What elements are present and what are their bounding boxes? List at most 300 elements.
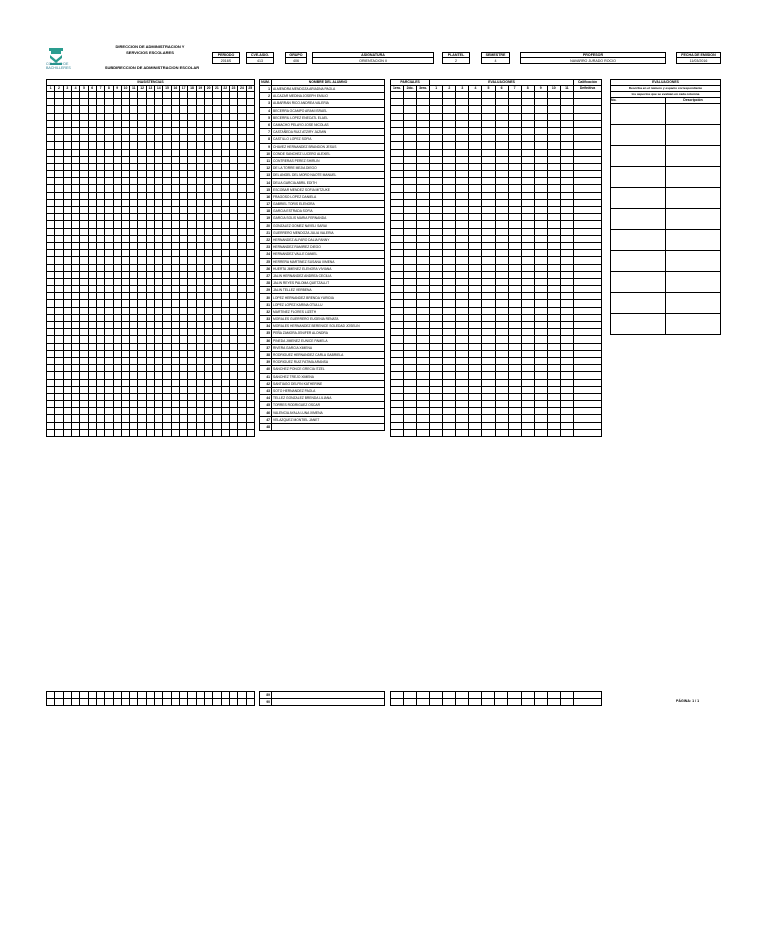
evaluacion-cell[interactable] (443, 329, 456, 336)
attendance-cell[interactable] (221, 156, 229, 163)
attendance-cell[interactable] (171, 99, 179, 106)
attendance-cell[interactable] (246, 692, 255, 699)
evaluacion-cell[interactable] (456, 185, 469, 192)
evaluacion-cell[interactable] (521, 386, 534, 393)
evaluacion-cell[interactable] (560, 221, 573, 228)
evaluacion-cell[interactable] (469, 99, 482, 106)
evaluacion-cell[interactable] (547, 314, 560, 321)
attendance-cell[interactable] (238, 357, 246, 364)
attendance-cell[interactable] (221, 235, 229, 242)
attendance-cell[interactable] (180, 171, 188, 178)
attendance-cell[interactable] (204, 178, 212, 185)
attendance-cell[interactable] (238, 379, 246, 386)
attendance-cell[interactable] (47, 142, 55, 149)
attendance-cell[interactable] (163, 163, 171, 170)
attendance-cell[interactable] (80, 250, 88, 257)
evaluacion-cell[interactable] (508, 214, 521, 221)
calificacion-cell[interactable] (574, 300, 602, 307)
attendance-cell[interactable] (47, 199, 55, 206)
evaluacion-cell[interactable] (521, 214, 534, 221)
attendance-cell[interactable] (204, 264, 212, 271)
evaluacion-cell[interactable] (495, 336, 508, 343)
attendance-cell[interactable] (246, 257, 255, 264)
evaluacion-cell[interactable] (469, 271, 482, 278)
attendance-cell[interactable] (213, 142, 221, 149)
attendance-cell[interactable] (96, 178, 104, 185)
attendance-cell[interactable] (146, 429, 154, 436)
evaluacion-cell[interactable] (547, 357, 560, 364)
attendance-cell[interactable] (246, 401, 255, 408)
attendance-cell[interactable] (55, 127, 63, 134)
attendance-cell[interactable] (238, 293, 246, 300)
attendance-cell[interactable] (88, 142, 96, 149)
evaluacion-cell[interactable] (495, 142, 508, 149)
attendance-cell[interactable] (155, 293, 163, 300)
attendance-cell[interactable] (196, 293, 204, 300)
attendance-cell[interactable] (171, 271, 179, 278)
parcial-cell[interactable] (404, 221, 417, 228)
parcial-cell[interactable] (417, 250, 430, 257)
evaluacion-cell[interactable] (482, 329, 495, 336)
attendance-cell[interactable] (188, 171, 196, 178)
evaluacion-cell[interactable] (482, 415, 495, 422)
calificacion-cell[interactable] (574, 343, 602, 350)
attendance-cell[interactable] (47, 293, 55, 300)
evaluacion-cell[interactable] (508, 422, 521, 429)
attendance-cell[interactable] (180, 235, 188, 242)
evaluacion-cell[interactable] (495, 350, 508, 357)
evaluacion-cell[interactable] (560, 314, 573, 321)
attendance-cell[interactable] (204, 92, 212, 99)
attendance-cell[interactable] (105, 199, 113, 206)
evaluacion-cell[interactable] (547, 120, 560, 127)
attendance-cell[interactable] (204, 257, 212, 264)
attendance-cell[interactable] (130, 429, 138, 436)
evaluacion-cell[interactable] (534, 199, 547, 206)
evaluacion-cell[interactable] (430, 365, 443, 372)
attendance-cell[interactable] (163, 300, 171, 307)
attendance-cell[interactable] (80, 300, 88, 307)
parcial-cell[interactable] (417, 264, 430, 271)
attendance-cell[interactable] (171, 307, 179, 314)
attendance-cell[interactable] (47, 286, 55, 293)
attendance-cell[interactable] (171, 422, 179, 429)
parcial-cell[interactable] (404, 343, 417, 350)
parcial-cell[interactable] (391, 379, 404, 386)
attendance-cell[interactable] (229, 221, 237, 228)
attendance-cell[interactable] (121, 692, 129, 699)
attendance-cell[interactable] (105, 314, 113, 321)
attendance-cell[interactable] (88, 264, 96, 271)
evaluacion-cell[interactable] (495, 372, 508, 379)
parcial-cell[interactable] (391, 293, 404, 300)
evaluacion-cell[interactable] (534, 692, 547, 699)
attendance-cell[interactable] (188, 228, 196, 235)
attendance-cell[interactable] (221, 106, 229, 113)
attendance-cell[interactable] (180, 142, 188, 149)
attendance-cell[interactable] (80, 408, 88, 415)
attendance-cell[interactable] (213, 99, 221, 106)
attendance-cell[interactable] (88, 242, 96, 249)
evaluacion-cell[interactable] (456, 99, 469, 106)
parcial-cell[interactable] (404, 92, 417, 99)
evaluacion-cell[interactable] (508, 293, 521, 300)
attendance-cell[interactable] (88, 221, 96, 228)
attendance-cell[interactable] (130, 207, 138, 214)
calificacion-cell[interactable] (574, 379, 602, 386)
attendance-cell[interactable] (138, 199, 146, 206)
attendance-cell[interactable] (55, 314, 63, 321)
desc-text-cell[interactable] (666, 146, 721, 167)
attendance-cell[interactable] (88, 365, 96, 372)
attendance-cell[interactable] (71, 228, 79, 235)
attendance-cell[interactable] (121, 372, 129, 379)
evaluacion-cell[interactable] (560, 379, 573, 386)
desc-number-cell[interactable] (611, 146, 666, 167)
attendance-cell[interactable] (188, 692, 196, 699)
parcial-cell[interactable] (391, 692, 404, 699)
attendance-cell[interactable] (88, 207, 96, 214)
attendance-cell[interactable] (229, 156, 237, 163)
attendance-cell[interactable] (246, 415, 255, 422)
evaluacion-cell[interactable] (430, 120, 443, 127)
parcial-cell[interactable] (404, 156, 417, 163)
parcial-cell[interactable] (404, 142, 417, 149)
attendance-cell[interactable] (163, 692, 171, 699)
attendance-cell[interactable] (121, 322, 129, 329)
evaluacion-cell[interactable] (469, 699, 482, 706)
attendance-cell[interactable] (221, 221, 229, 228)
evaluacion-cell[interactable] (508, 429, 521, 436)
attendance-cell[interactable] (204, 336, 212, 343)
evaluacion-cell[interactable] (534, 286, 547, 293)
attendance-cell[interactable] (171, 379, 179, 386)
attendance-cell[interactable] (213, 699, 221, 706)
attendance-cell[interactable] (88, 163, 96, 170)
attendance-cell[interactable] (113, 257, 121, 264)
attendance-cell[interactable] (121, 401, 129, 408)
attendance-cell[interactable] (138, 228, 146, 235)
evaluacion-cell[interactable] (560, 120, 573, 127)
parcial-cell[interactable] (417, 293, 430, 300)
attendance-cell[interactable] (121, 300, 129, 307)
parcial-cell[interactable] (404, 271, 417, 278)
attendance-cell[interactable] (229, 365, 237, 372)
attendance-cell[interactable] (55, 99, 63, 106)
attendance-cell[interactable] (138, 257, 146, 264)
attendance-cell[interactable] (238, 92, 246, 99)
attendance-cell[interactable] (204, 343, 212, 350)
attendance-cell[interactable] (238, 692, 246, 699)
attendance-cell[interactable] (163, 264, 171, 271)
calificacion-cell[interactable] (574, 171, 602, 178)
attendance-cell[interactable] (163, 322, 171, 329)
attendance-cell[interactable] (213, 379, 221, 386)
attendance-cell[interactable] (138, 293, 146, 300)
evaluacion-cell[interactable] (456, 401, 469, 408)
attendance-cell[interactable] (246, 429, 255, 436)
evaluacion-cell[interactable] (430, 429, 443, 436)
evaluacion-cell[interactable] (560, 692, 573, 699)
evaluacion-cell[interactable] (547, 250, 560, 257)
attendance-cell[interactable] (229, 692, 237, 699)
evaluacion-cell[interactable] (482, 692, 495, 699)
attendance-cell[interactable] (55, 393, 63, 400)
evaluacion-cell[interactable] (521, 235, 534, 242)
attendance-cell[interactable] (47, 228, 55, 235)
attendance-cell[interactable] (229, 207, 237, 214)
attendance-cell[interactable] (204, 271, 212, 278)
attendance-cell[interactable] (96, 300, 104, 307)
evaluacion-cell[interactable] (508, 163, 521, 170)
evaluacion-cell[interactable] (508, 415, 521, 422)
evaluacion-cell[interactable] (482, 99, 495, 106)
attendance-cell[interactable] (105, 365, 113, 372)
attendance-cell[interactable] (71, 156, 79, 163)
attendance-cell[interactable] (204, 379, 212, 386)
attendance-cell[interactable] (130, 372, 138, 379)
evaluacion-cell[interactable] (508, 379, 521, 386)
attendance-cell[interactable] (55, 401, 63, 408)
attendance-cell[interactable] (130, 286, 138, 293)
attendance-cell[interactable] (188, 199, 196, 206)
evaluacion-cell[interactable] (456, 113, 469, 120)
attendance-cell[interactable] (204, 113, 212, 120)
attendance-cell[interactable] (80, 379, 88, 386)
evaluacion-cell[interactable] (430, 192, 443, 199)
attendance-cell[interactable] (63, 293, 71, 300)
attendance-cell[interactable] (96, 365, 104, 372)
attendance-cell[interactable] (204, 692, 212, 699)
attendance-cell[interactable] (163, 372, 171, 379)
parcial-cell[interactable] (417, 699, 430, 706)
evaluacion-cell[interactable] (430, 235, 443, 242)
attendance-cell[interactable] (229, 135, 237, 142)
attendance-cell[interactable] (47, 264, 55, 271)
evaluacion-cell[interactable] (547, 286, 560, 293)
evaluacion-cell[interactable] (560, 257, 573, 264)
attendance-cell[interactable] (171, 429, 179, 436)
attendance-cell[interactable] (121, 192, 129, 199)
attendance-cell[interactable] (188, 185, 196, 192)
attendance-cell[interactable] (88, 127, 96, 134)
attendance-cell[interactable] (229, 429, 237, 436)
attendance-cell[interactable] (138, 156, 146, 163)
evaluacion-cell[interactable] (560, 242, 573, 249)
attendance-cell[interactable] (221, 372, 229, 379)
evaluacion-cell[interactable] (547, 199, 560, 206)
attendance-cell[interactable] (204, 278, 212, 285)
parcial-cell[interactable] (417, 336, 430, 343)
evaluacion-cell[interactable] (508, 322, 521, 329)
parcial-cell[interactable] (417, 142, 430, 149)
evaluacion-cell[interactable] (521, 307, 534, 314)
evaluacion-cell[interactable] (508, 329, 521, 336)
attendance-cell[interactable] (121, 386, 129, 393)
attendance-cell[interactable] (63, 171, 71, 178)
attendance-cell[interactable] (238, 278, 246, 285)
attendance-cell[interactable] (47, 386, 55, 393)
attendance-cell[interactable] (163, 343, 171, 350)
evaluacion-cell[interactable] (560, 92, 573, 99)
evaluacion-cell[interactable] (495, 264, 508, 271)
attendance-cell[interactable] (138, 242, 146, 249)
evaluacion-cell[interactable] (456, 199, 469, 206)
attendance-cell[interactable] (155, 142, 163, 149)
parcial-cell[interactable] (404, 336, 417, 343)
attendance-cell[interactable] (246, 264, 255, 271)
attendance-cell[interactable] (204, 120, 212, 127)
evaluacion-cell[interactable] (482, 314, 495, 321)
desc-number-cell[interactable] (611, 167, 666, 188)
attendance-cell[interactable] (47, 350, 55, 357)
attendance-cell[interactable] (105, 379, 113, 386)
attendance-cell[interactable] (55, 322, 63, 329)
evaluacion-cell[interactable] (508, 185, 521, 192)
attendance-cell[interactable] (204, 322, 212, 329)
evaluacion-cell[interactable] (560, 207, 573, 214)
attendance-cell[interactable] (121, 135, 129, 142)
attendance-cell[interactable] (47, 156, 55, 163)
attendance-cell[interactable] (121, 156, 129, 163)
attendance-cell[interactable] (229, 250, 237, 257)
attendance-cell[interactable] (130, 199, 138, 206)
attendance-cell[interactable] (96, 199, 104, 206)
attendance-cell[interactable] (138, 307, 146, 314)
evaluacion-cell[interactable] (521, 271, 534, 278)
attendance-cell[interactable] (105, 228, 113, 235)
attendance-cell[interactable] (146, 293, 154, 300)
parcial-cell[interactable] (391, 156, 404, 163)
attendance-cell[interactable] (47, 699, 55, 706)
parcial-cell[interactable] (417, 120, 430, 127)
attendance-cell[interactable] (138, 92, 146, 99)
evaluacion-cell[interactable] (495, 365, 508, 372)
attendance-cell[interactable] (96, 135, 104, 142)
evaluacion-cell[interactable] (443, 99, 456, 106)
evaluacion-cell[interactable] (443, 242, 456, 249)
attendance-cell[interactable] (246, 350, 255, 357)
attendance-cell[interactable] (213, 264, 221, 271)
attendance-cell[interactable] (213, 329, 221, 336)
calificacion-cell[interactable] (574, 422, 602, 429)
attendance-cell[interactable] (180, 401, 188, 408)
attendance-cell[interactable] (71, 336, 79, 343)
attendance-cell[interactable] (155, 178, 163, 185)
parcial-cell[interactable] (404, 393, 417, 400)
attendance-cell[interactable] (213, 113, 221, 120)
attendance-cell[interactable] (204, 135, 212, 142)
evaluacion-cell[interactable] (508, 99, 521, 106)
attendance-cell[interactable] (55, 257, 63, 264)
attendance-cell[interactable] (246, 314, 255, 321)
attendance-cell[interactable] (171, 214, 179, 221)
evaluacion-cell[interactable] (508, 372, 521, 379)
attendance-cell[interactable] (146, 235, 154, 242)
attendance-cell[interactable] (55, 142, 63, 149)
attendance-cell[interactable] (96, 113, 104, 120)
evaluacion-cell[interactable] (521, 106, 534, 113)
evaluacion-cell[interactable] (495, 228, 508, 235)
attendance-cell[interactable] (71, 221, 79, 228)
attendance-cell[interactable] (88, 357, 96, 364)
parcial-cell[interactable] (391, 106, 404, 113)
attendance-cell[interactable] (96, 408, 104, 415)
attendance-cell[interactable] (229, 386, 237, 393)
attendance-cell[interactable] (221, 307, 229, 314)
evaluacion-cell[interactable] (508, 278, 521, 285)
attendance-cell[interactable] (163, 192, 171, 199)
attendance-cell[interactable] (96, 278, 104, 285)
calificacion-cell[interactable] (574, 142, 602, 149)
attendance-cell[interactable] (63, 286, 71, 293)
attendance-cell[interactable] (246, 379, 255, 386)
attendance-cell[interactable] (47, 192, 55, 199)
attendance-cell[interactable] (105, 135, 113, 142)
evaluacion-cell[interactable] (521, 163, 534, 170)
attendance-cell[interactable] (213, 692, 221, 699)
parcial-cell[interactable] (404, 329, 417, 336)
attendance-cell[interactable] (196, 92, 204, 99)
evaluacion-cell[interactable] (430, 257, 443, 264)
attendance-cell[interactable] (96, 106, 104, 113)
attendance-cell[interactable] (196, 156, 204, 163)
evaluacion-cell[interactable] (547, 429, 560, 436)
parcial-cell[interactable] (404, 692, 417, 699)
evaluacion-cell[interactable] (456, 149, 469, 156)
evaluacion-cell[interactable] (482, 300, 495, 307)
evaluacion-cell[interactable] (547, 271, 560, 278)
attendance-cell[interactable] (105, 307, 113, 314)
attendance-cell[interactable] (163, 350, 171, 357)
attendance-cell[interactable] (196, 379, 204, 386)
attendance-cell[interactable] (188, 699, 196, 706)
parcial-cell[interactable] (391, 429, 404, 436)
attendance-cell[interactable] (63, 113, 71, 120)
attendance-cell[interactable] (246, 278, 255, 285)
attendance-cell[interactable] (80, 142, 88, 149)
attendance-cell[interactable] (238, 271, 246, 278)
attendance-cell[interactable] (238, 135, 246, 142)
attendance-cell[interactable] (96, 343, 104, 350)
attendance-cell[interactable] (155, 379, 163, 386)
parcial-cell[interactable] (404, 199, 417, 206)
attendance-cell[interactable] (121, 250, 129, 257)
attendance-cell[interactable] (71, 329, 79, 336)
attendance-cell[interactable] (229, 307, 237, 314)
evaluacion-cell[interactable] (469, 293, 482, 300)
evaluacion-cell[interactable] (456, 242, 469, 249)
attendance-cell[interactable] (238, 429, 246, 436)
evaluacion-cell[interactable] (560, 393, 573, 400)
evaluacion-cell[interactable] (534, 365, 547, 372)
attendance-cell[interactable] (63, 192, 71, 199)
attendance-cell[interactable] (130, 692, 138, 699)
attendance-cell[interactable] (221, 214, 229, 221)
attendance-cell[interactable] (121, 149, 129, 156)
attendance-cell[interactable] (96, 250, 104, 257)
attendance-cell[interactable] (121, 314, 129, 321)
evaluacion-cell[interactable] (547, 214, 560, 221)
evaluacion-cell[interactable] (495, 329, 508, 336)
attendance-cell[interactable] (130, 228, 138, 235)
attendance-cell[interactable] (130, 242, 138, 249)
evaluacion-cell[interactable] (495, 429, 508, 436)
evaluacion-cell[interactable] (521, 357, 534, 364)
attendance-cell[interactable] (221, 171, 229, 178)
attendance-cell[interactable] (196, 228, 204, 235)
evaluacion-cell[interactable] (534, 699, 547, 706)
